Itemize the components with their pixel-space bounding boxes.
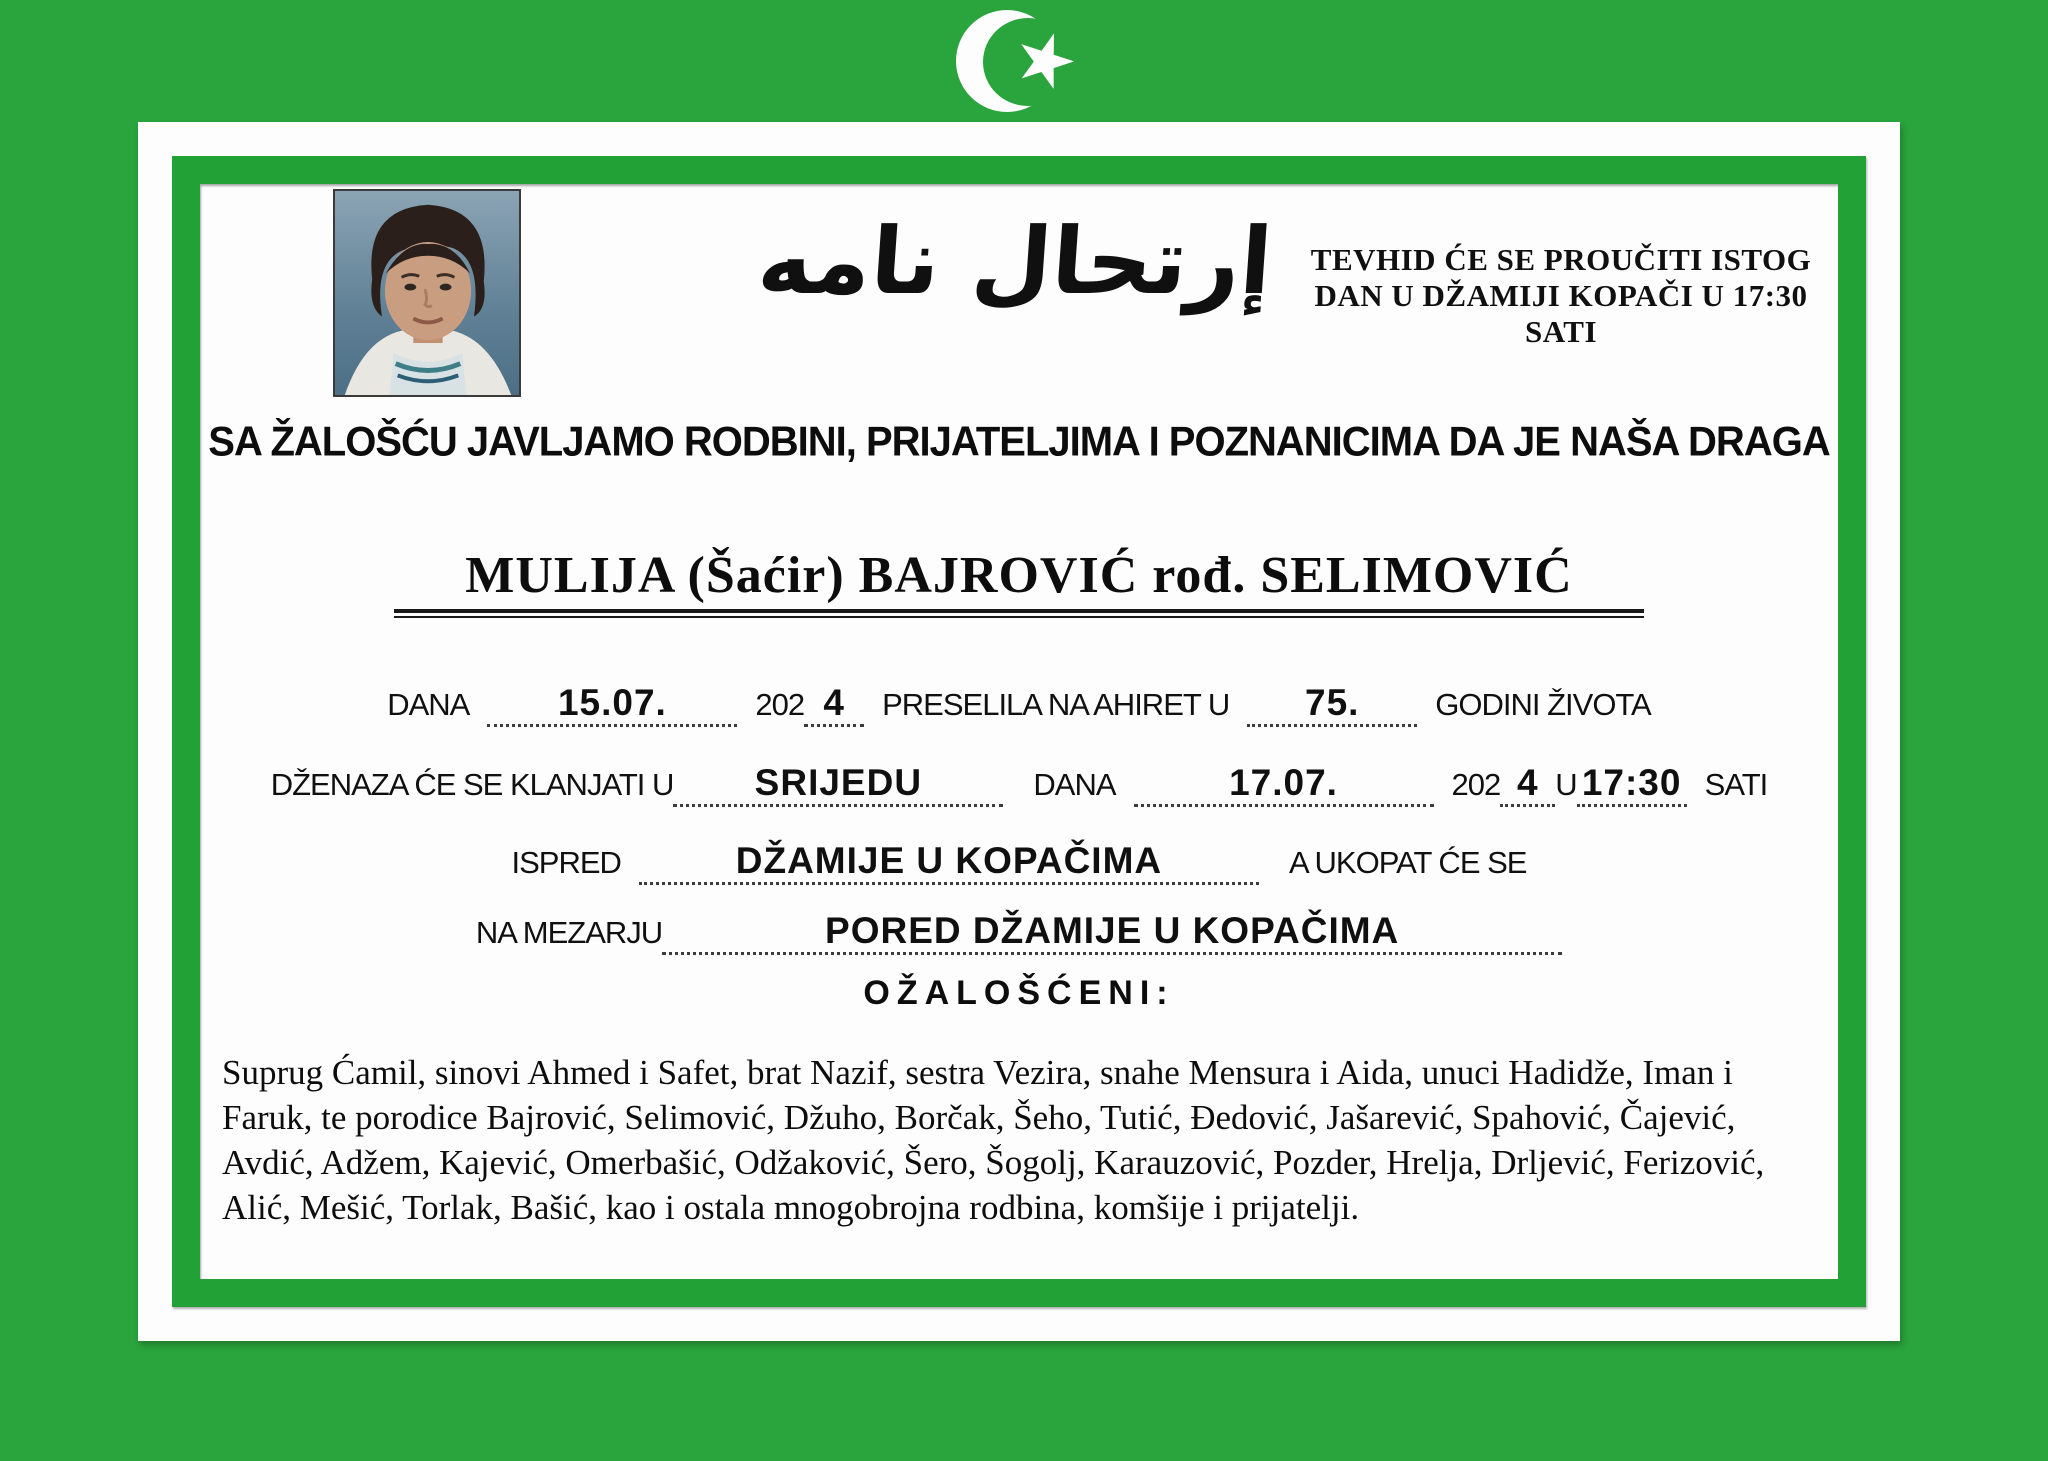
location-end-label: A UKOPAT ĆE SE (1288, 845, 1527, 880)
funeral-year-field: 4 (1500, 762, 1555, 807)
funeral-u-label: U (1555, 767, 1577, 802)
cemetery-row (200, 910, 1838, 955)
name-underline (394, 609, 1644, 618)
portrait-illustration (335, 191, 519, 395)
funeral-time-field: 17:30 (1577, 762, 1687, 807)
funeral-row (200, 762, 1838, 807)
funeral-day-field: SRIJEDU (673, 762, 1003, 807)
arabic-title: إرتحال نامه (754, 207, 1276, 315)
tevhid-line-2: DAN U DŽAMIJI KOPAČI U 17:30 (1314, 278, 1808, 313)
location-row (200, 840, 1838, 885)
death-dana-label: DANA (387, 687, 470, 722)
green-border-frame (172, 156, 1866, 1307)
mourners-list: Suprug Ćamil, sinovi Ahmed i Safet, brat Nazif, sestra Vezira, snahe Mensura i Aida, unuci Hadidže, Iman i Faruk, te porodice Bajrović, Selimović, Džuho, Borčak, Šeho, Tutić, Đedović, Jašarević, Spahović, Čajević, Avdić, Adžem, Kajević, Omerbašić, Odžaković, Šero, Šogolj, Karauzović, Pozder, Hrelja, Drljević, Ferizović, Alić, Mešić, Torlak, Bašić, kao i ostala mnogobrojna rodbina, komšije i prijatelji. (222, 1053, 1765, 1227)
funeral-dana-label: DANA (1033, 767, 1116, 802)
announcement-card (138, 122, 1900, 1341)
location-place-field: DŽAMIJE U KOPAČIMA (639, 840, 1259, 885)
death-date-row (200, 682, 1838, 727)
death-date-field: 15.07. (487, 682, 737, 727)
funeral-start-label: DŽENAZA ĆE SE KLANJATI U (270, 767, 674, 802)
death-year-prefix: 202 (755, 687, 805, 722)
announcement-intro: SA ŽALOŠĆU JAVLJAMO RODBINI, PRIJATELJIMA I POZNANICIMA DA JE NAŠA DRAGA (208, 418, 1830, 466)
crescent-and-star-icon (956, 6, 1106, 118)
tevhid-line-3: SATI (1524, 314, 1598, 349)
funeral-end-label: SATI (1704, 767, 1768, 802)
cemetery-place-field: PORED DŽAMIJE U KOPAČIMA (662, 910, 1562, 955)
death-middle-label: PRESELILA NA AHIRET U (882, 687, 1230, 722)
death-end-label: GODINI ŽIVOTA (1435, 687, 1651, 722)
tevhid-notice (1285, 242, 1837, 350)
location-label: ISPRED (511, 845, 621, 880)
cemetery-label: NA MEZARJU (475, 915, 663, 950)
age-field: 75. (1247, 682, 1417, 727)
deceased-photo (333, 189, 521, 397)
funeral-year-prefix: 202 (1451, 767, 1501, 802)
funeral-date-field: 17.07. (1134, 762, 1434, 807)
mourners-heading: OŽALOŠĆENI: (863, 974, 1175, 1012)
deceased-name-block (200, 546, 1838, 618)
deceased-name: MULIJA (Šaćir) BAJROVIĆ rođ. SELIMOVIĆ (465, 547, 1573, 604)
tevhid-line-1: TEVHID ĆE SE PROUČITI ISTOG (1310, 242, 1812, 277)
death-year-field: 4 (804, 682, 864, 727)
